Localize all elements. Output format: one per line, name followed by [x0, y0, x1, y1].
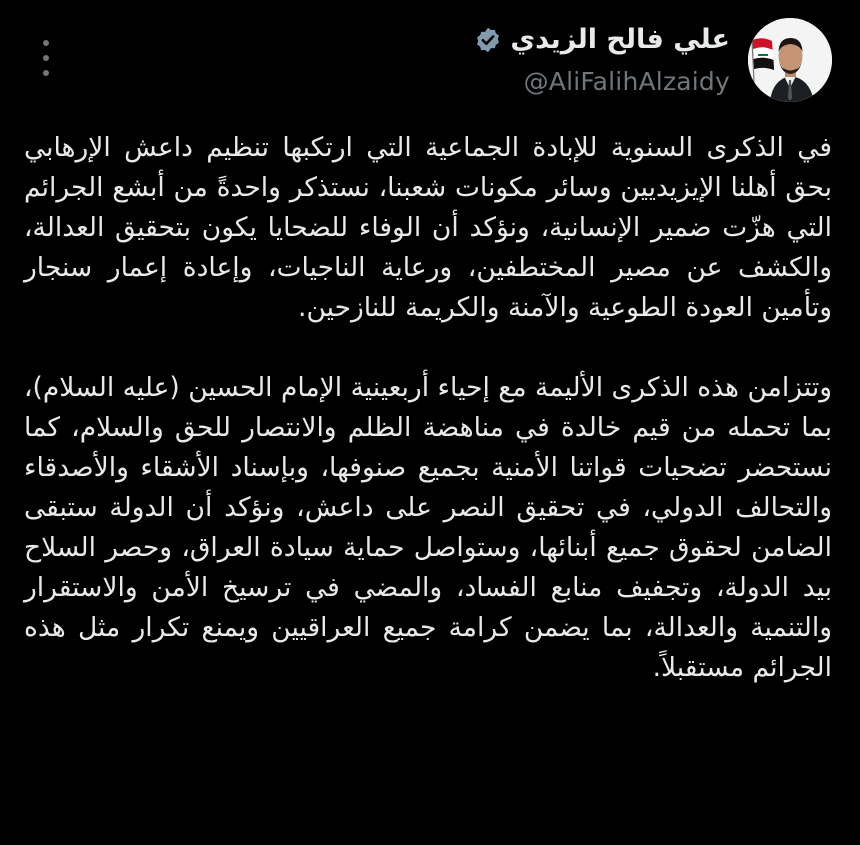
tweet-paragraph: وتتزامن هذه الذكرى الأليمة مع إحياء أربعينية الإمام الحسين (عليه السلام)، بما تحمله من قيم خالدة في مناهضة الظلم والانتصار للحق والسلام، كما نستحضر تضحيات قواتنا الأمنية بجميع صنوفها، وبإسناد الأشقاء والأصدقاء والتحالف الدولي، في تحقيق النصر على داعش، ونؤكد أن الدولة ستبقى الضامن لحقوق جميع أبنائها، وستواصل حماية سيادة العراق، وحصر السلاح بيد الدولة، وتجفيف منابع الفساد، والمضي في ترسيخ الأمن والاستقرار والتنمية والعدالة، بما يضمن كرامة جميع العراقيين ويمنع تكرار مثل هذه الجرائم مستقبلاً.	[24, 372, 832, 683]
verified-badge-icon	[474, 26, 502, 54]
author-name-row[interactable]	[474, 24, 730, 56]
tweet-header	[474, 12, 832, 108]
tweet-paragraph: في الذكرى السنوية للإبادة الجماعية التي ارتكبها تنظيم داعش الإرهابي بحق أهلنا الإيزيديين وسائر مكونات شعبنا، نستذكر واحدةً من أبشع الجرائم التي هزّت ضمير الإنسانية، ونؤكد أن الوفاء للضحايا يكون بتحقيق العدالة، والكشف عن مصير المختطفين، ورعاية الناجيات، وإعادة إعمار سنجار وتأمين العودة الطوعية والآمنة والكريمة للنازحين.	[24, 132, 832, 323]
author-handle[interactable]: @AliFalihAlzaidy	[523, 66, 730, 96]
tweet-body	[24, 128, 832, 688]
author-info	[474, 24, 730, 95]
more-vertical-icon-dot	[43, 55, 49, 61]
more-options-button[interactable]	[38, 40, 54, 76]
author-avatar[interactable]	[748, 18, 832, 102]
more-vertical-icon	[43, 40, 49, 46]
author-display-name[interactable]: علي فالح الزيدي	[510, 24, 730, 56]
user-avatar-with-iraq-flag-icon	[748, 18, 832, 102]
more-vertical-icon-dot	[43, 70, 49, 76]
